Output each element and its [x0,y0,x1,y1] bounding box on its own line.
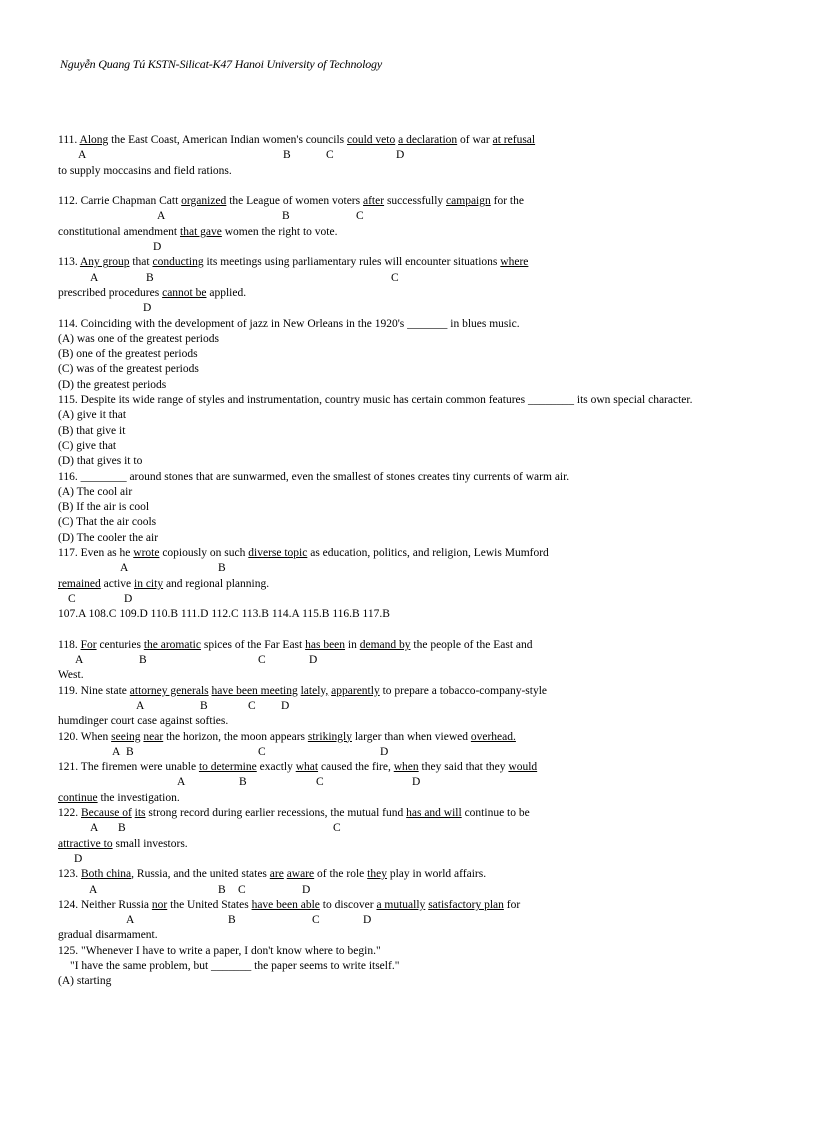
page-header: Nguyễn Quang Tú KSTN-Silicat-K47 Hanoi University of Technology [60,57,382,71]
option-d: (D) the greatest periods [58,378,167,391]
question-stem: 123. Both china, Russia, and the united states are aware of the role they play in world affairs. [58,868,487,881]
question-stem: 122. Because of its strong record during earlier recessions, the mutual fund has and will continue to be [58,807,530,820]
question-122: 122. Because of its strong record during earlier recessions, the mutual fund has and will continue to be A B C attractive to small investors. D [58,806,768,867]
option-d: (D) that gives it to [58,455,143,468]
document-body [58,133,768,990]
question-stem: 120. When seeing near the horizon, the moon appears strikingly larger than when viewed overhead. [58,730,516,743]
answer-markers: D [74,852,83,865]
option-a: (A) The cool air [58,485,133,498]
answer-markers: A B C [90,822,341,835]
option-b: (B) If the air is cool [58,501,150,514]
question-125 [58,944,768,990]
question-117: 117. Even as he wrote copiously on such diverse topic as education, politics, and religion, Lewis Mumford A B remained active in city and regional planning. C D [58,546,768,607]
option-a: (A) starting [58,975,112,988]
question-124: 124. Neither Russia nor the United States have been able to discover a mutually satisfactory plan for A B C D gradual disarmament. [58,898,768,944]
question-119: 119. Nine state attorney generals have been meeting lately, apparently to prepare a tobacco-company-style A B C D humdinger court case against softies. [58,684,768,730]
option-a: (A) give it that [58,409,127,422]
question-123 [58,867,768,898]
question-111: 111. Along the East Coast, American Indian women's councils could veto a declaration of war at refusal A B C D to supply moccasins and field rations. [58,133,768,179]
question-stem: 125. "Whenever I have to write a paper, I don't know where to begin." [58,944,381,957]
question-stem: 119. Nine state attorney generals have been meeting lately, apparently to prepare a tobacco-company-style [58,684,548,697]
answer-markers: A B C D [75,654,318,667]
question-stem: 111. Along the East Coast, American Indian women's councils could veto a declaration of war at refusal [58,134,536,146]
question-121: 121. The firemen were unable to determine exactly what caused the fire, when they said that they would A B C D continue the investigation. [58,760,768,806]
question-113: 113. Any group that conducting its meetings using parliamentary rules will encounter situations where A B C prescribed procedures cannot be applied. D [58,255,768,316]
answer-markers: A B C D [177,776,421,789]
answer-markers: A B C D [78,149,405,162]
option-c: (C) That the air cools [58,516,157,529]
option-c: (C) was of the greatest periods [58,363,199,376]
question-114 [58,317,768,393]
question-120 [58,730,768,761]
question-stem: 114. Coinciding with the development of jazz in New Orleans in the 1920's _______ in blues music. [58,317,520,330]
option-b: (B) one of the greatest periods [58,348,198,361]
option-c: (C) give that [58,439,117,452]
question-stem: 113. Any group that conducting its meetings using parliamentary rules will encounter situations where [58,256,529,269]
answer-markers: C D [68,592,133,605]
question-stem: 116. ________ around stones that are sunwarmed, even the smallest of stones creates tiny currents of warm air. [58,470,570,483]
answer-markers: A B C [157,210,364,223]
dialogue-line: "I have the same problem, but _______ the paper seems to write itself." [70,960,400,973]
answer-markers: A B C D [126,914,372,927]
answer-markers: D [153,241,162,254]
question-stem: 112. Carrie Chapman Catt organized the League of women voters after successfully campaign for the [58,195,524,208]
question-116 [58,470,768,546]
answer-markers: A B C D [136,699,290,712]
option-d: (D) The cooler the air [58,531,159,544]
option-a: (A) was one of the greatest periods [58,332,219,345]
option-b: (B) that give it [58,424,126,437]
answer-markers: A B C [90,271,399,284]
answer-key: 107.A 108.C 109.D 110.B 111.D 112.C 113.B 114.A 115.B 116.B 117.B [58,608,390,621]
question-stem: 121. The firemen were unable to determine exactly what caused the fire, when they said that they would [58,761,538,774]
question-stem: 124. Neither Russia nor the United States have been able to discover a mutually satisfactory plan for [58,898,521,911]
answer-markers: A B [120,562,226,575]
question-115 [58,393,768,469]
answer-markers: A B C D [112,745,389,758]
answer-markers: D [143,302,152,315]
question-stem: 118. For centuries the aromatic spices of the Far East has been in demand by the people of the East and [58,638,533,651]
question-stem: 117. Even as he wrote copiously on such diverse topic as education, politics, and religion, Lewis Mumford [58,547,549,560]
question-118: 118. For centuries the aromatic spices of the Far East has been in demand by the people of the East and A B C D West. [58,638,768,684]
question-112: 112. Carrie Chapman Catt organized the League of women voters after successfully campaign for the A B C constitutional amendment that gave women the right to vote. D [58,194,768,255]
question-stem: 115. Despite its wide range of styles and instrumentation, country music has certain common features ________ its own special character. [58,394,693,407]
answer-markers: A B C D [89,883,311,896]
